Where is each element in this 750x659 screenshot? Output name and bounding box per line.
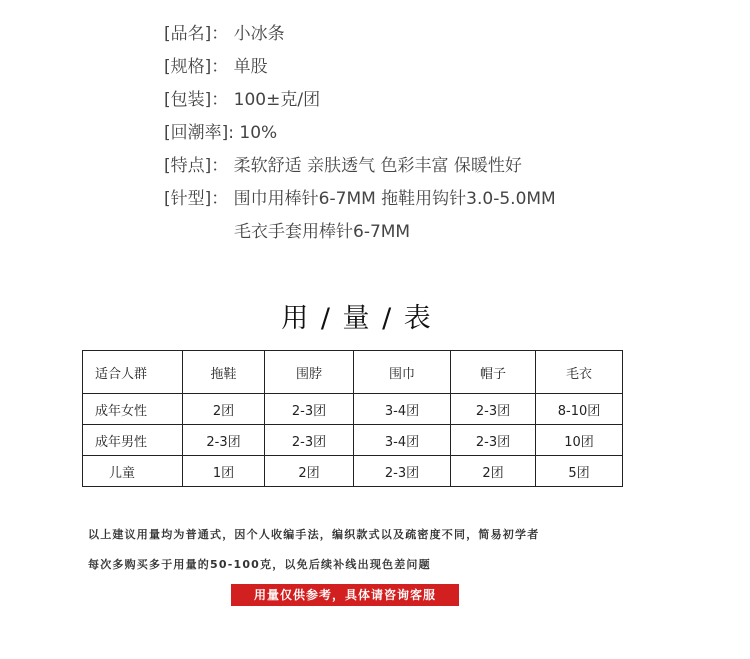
spec-value: 小冰条 (233, 24, 285, 44)
table-cell: 2-3团 (354, 456, 451, 487)
table-row (83, 456, 623, 487)
spec-value: 100±克/团 (233, 90, 321, 110)
table-cell: 2-3团 (451, 394, 536, 425)
header-cell-neck-warmer: 围脖 (265, 351, 354, 394)
spec-features (164, 150, 556, 183)
spec-package (164, 84, 556, 117)
table-cell: 10团 (536, 425, 623, 456)
spec-name (164, 18, 556, 51)
table-row (83, 425, 623, 456)
reference-only-badge: 用量仅供参考，具体请咨询客服 (231, 584, 459, 606)
table-cell: 8-10团 (536, 394, 623, 425)
table-cell: 2团 (451, 456, 536, 487)
table-cell: 3-4团 (354, 394, 451, 425)
spec-value: 毛衣手套用棒针6-7MM (234, 222, 411, 242)
product-specs (164, 18, 556, 249)
table-cell: 1团 (183, 456, 265, 487)
row-label: 成年男性 (83, 425, 183, 456)
spec-label: [特点]： (164, 156, 229, 176)
table-cell: 2团 (265, 456, 354, 487)
spec-value: 10% (239, 123, 278, 143)
spec-value: 单股 (233, 57, 268, 77)
header-cell-audience: 适合人群 (83, 351, 183, 394)
usage-note-line-1: 以上建议用量均为普通式，因个人收编手法，编织款式以及疏密度不同，简易初学者 (88, 528, 540, 541)
spec-label: [规格]： (164, 57, 229, 77)
header-cell-scarf: 围巾 (354, 351, 451, 394)
spec-label: [包装]： (164, 90, 229, 110)
spec-size (164, 51, 556, 84)
usage-table-title: 用 / 量 / 表 (281, 303, 433, 334)
table-cell: 2-3团 (265, 394, 354, 425)
row-label: 成年女性 (83, 394, 183, 425)
usage-note-line-2: 每次多购买多于用量的50-100克，以免后续补线出现色差问题 (88, 558, 431, 571)
table-header-row (83, 351, 623, 394)
spec-needle (164, 183, 556, 216)
table-cell: 3-4团 (354, 425, 451, 456)
table-cell: 2团 (183, 394, 265, 425)
table-cell: 2-3团 (265, 425, 354, 456)
table-cell: 5团 (536, 456, 623, 487)
row-label: 儿童 (83, 456, 183, 487)
spec-value: 柔软舒适 亲肤透气 色彩丰富 保暖性好 (233, 156, 522, 176)
spec-label: [针型]： (164, 189, 229, 209)
spec-value: 围巾用棒针6-7MM 拖鞋用钩针3.0-5.0MM (233, 189, 556, 209)
header-cell-hat: 帽子 (451, 351, 536, 394)
table-row (83, 394, 623, 425)
spec-label: [回潮率]: (164, 123, 234, 143)
header-cell-slippers: 拖鞋 (183, 351, 265, 394)
header-cell-sweater: 毛衣 (536, 351, 623, 394)
usage-table (82, 350, 623, 487)
table-cell: 2-3团 (183, 425, 265, 456)
spec-label: [品名]： (164, 24, 229, 44)
spec-moisture (164, 117, 556, 150)
spec-needle-continued (164, 216, 556, 249)
table-cell: 2-3团 (451, 425, 536, 456)
